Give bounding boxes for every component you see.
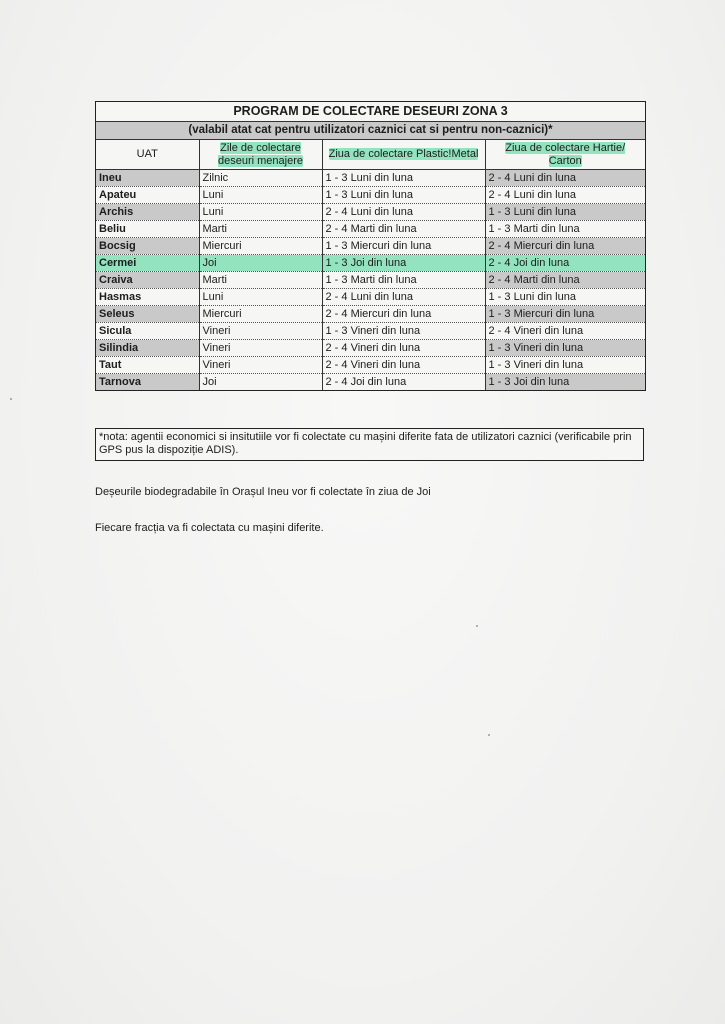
- uat-cell: Seleus: [96, 306, 199, 323]
- table-title: PROGRAM DE COLECTARE DESEURI ZONA 3: [96, 102, 645, 122]
- uat-cell: Cermei: [96, 255, 199, 272]
- scan-speck: [476, 625, 478, 627]
- plastic-cell: 1 - 3 Joi din luna: [322, 255, 485, 272]
- hartie-cell: 2 - 4 Joi din luna: [485, 255, 645, 272]
- hartie-cell: 1 - 3 Vineri din luna: [485, 357, 645, 374]
- plastic-cell: 1 - 3 Vineri din luna: [322, 323, 485, 340]
- plastic-cell: 2 - 4 Vineri din luna: [322, 357, 485, 374]
- hartie-cell: 2 - 4 Marti din luna: [485, 272, 645, 289]
- uat-cell: Sicula: [96, 323, 199, 340]
- uat-cell: Apateu: [96, 187, 199, 204]
- menajere-cell: Zilnic: [199, 170, 322, 187]
- plastic-cell: 1 - 3 Luni din luna: [322, 187, 485, 204]
- table-row: [96, 170, 645, 187]
- hartie-cell: 2 - 4 Luni din luna: [485, 170, 645, 187]
- menajere-cell: Miercuri: [199, 238, 322, 255]
- hartie-cell: 1 - 3 Marti din luna: [485, 221, 645, 238]
- biodegradable-paragraph: Deșeurile biodegradabile în Orașul Ineu vor fi colectate în ziua de Joi: [95, 486, 431, 498]
- table-row: [96, 374, 645, 391]
- plastic-cell: 2 - 4 Miercuri din luna: [322, 306, 485, 323]
- uat-cell: Silindia: [96, 340, 199, 357]
- hartie-cell: 1 - 3 Vineri din luna: [485, 340, 645, 357]
- hartie-cell: 2 - 4 Luni din luna: [485, 187, 645, 204]
- hartie-cell: 2 - 4 Miercuri din luna: [485, 238, 645, 255]
- header-plastic: [322, 140, 485, 170]
- uat-cell: Beliu: [96, 221, 199, 238]
- menajere-cell: Luni: [199, 204, 322, 221]
- table-row: [96, 221, 645, 238]
- plastic-cell: 2 - 4 Vineri din luna: [322, 340, 485, 357]
- header-plastic-label: Ziua de colectare Plastic!Metal: [328, 148, 479, 160]
- table-row: [96, 340, 645, 357]
- uat-cell: Archis: [96, 204, 199, 221]
- table-row: [96, 272, 645, 289]
- plastic-cell: 2 - 4 Luni din luna: [322, 289, 485, 306]
- table-subtitle: (valabil atat cat pentru utilizatori caznici cat si pentru non-caznici)*: [96, 122, 645, 140]
- menajere-cell: Luni: [199, 187, 322, 204]
- collection-schedule-table: [95, 101, 646, 391]
- hartie-cell: 1 - 3 Miercuri din luna: [485, 306, 645, 323]
- schedule-grid: [96, 140, 645, 390]
- plastic-cell: 2 - 4 Marti din luna: [322, 221, 485, 238]
- menajere-cell: Marti: [199, 272, 322, 289]
- scan-speck: [10, 398, 12, 400]
- header-hartie-label: Ziua de colectare Hartie/ Carton: [505, 141, 626, 167]
- hartie-cell: 1 - 3 Luni din luna: [485, 204, 645, 221]
- uat-cell: Hasmas: [96, 289, 199, 306]
- header-menajere: [199, 140, 322, 170]
- table-row-highlighted: [96, 255, 645, 272]
- hartie-cell: 2 - 4 Vineri din luna: [485, 323, 645, 340]
- plastic-cell: 2 - 4 Luni din luna: [322, 204, 485, 221]
- menajere-cell: Vineri: [199, 323, 322, 340]
- menajere-cell: Miercuri: [199, 306, 322, 323]
- fractions-paragraph: Fiecare fracția va fi colectata cu mașini diferite.: [95, 522, 324, 534]
- hartie-cell: 1 - 3 Joi din luna: [485, 374, 645, 391]
- header-hartie: [485, 140, 645, 170]
- table-row: [96, 306, 645, 323]
- uat-cell: Bocsig: [96, 238, 199, 255]
- menajere-cell: Joi: [199, 374, 322, 391]
- plastic-cell: 2 - 4 Joi din luna: [322, 374, 485, 391]
- plastic-cell: 1 - 3 Miercuri din luna: [322, 238, 485, 255]
- uat-cell: Craiva: [96, 272, 199, 289]
- hartie-cell: 1 - 3 Luni din luna: [485, 289, 645, 306]
- uat-cell: Tarnova: [96, 374, 199, 391]
- uat-cell: Taut: [96, 357, 199, 374]
- menajere-cell: Joi: [199, 255, 322, 272]
- plastic-cell: 1 - 3 Marti din luna: [322, 272, 485, 289]
- menajere-cell: Vineri: [199, 340, 322, 357]
- header-menajere-label: Zile de colectare deseuri menajere: [218, 141, 303, 167]
- header-uat: UAT: [96, 140, 199, 170]
- table-row: [96, 357, 645, 374]
- menajere-cell: Marti: [199, 221, 322, 238]
- scan-speck: [488, 734, 490, 736]
- table-row: [96, 204, 645, 221]
- uat-cell: Ineu: [96, 170, 199, 187]
- footnote-box: *nota: agentii economici si insitutiile vor fi colectate cu mașini diferite fata de utilizatori caznici (verificabile prin GPS pus la dispoziție ADIS).: [95, 428, 644, 461]
- menajere-cell: Vineri: [199, 357, 322, 374]
- table-row: [96, 238, 645, 255]
- table-row: [96, 187, 645, 204]
- menajere-cell: Luni: [199, 289, 322, 306]
- plastic-cell: 1 - 3 Luni din luna: [322, 170, 485, 187]
- table-row: [96, 289, 645, 306]
- table-row: [96, 323, 645, 340]
- header-row: [96, 140, 645, 170]
